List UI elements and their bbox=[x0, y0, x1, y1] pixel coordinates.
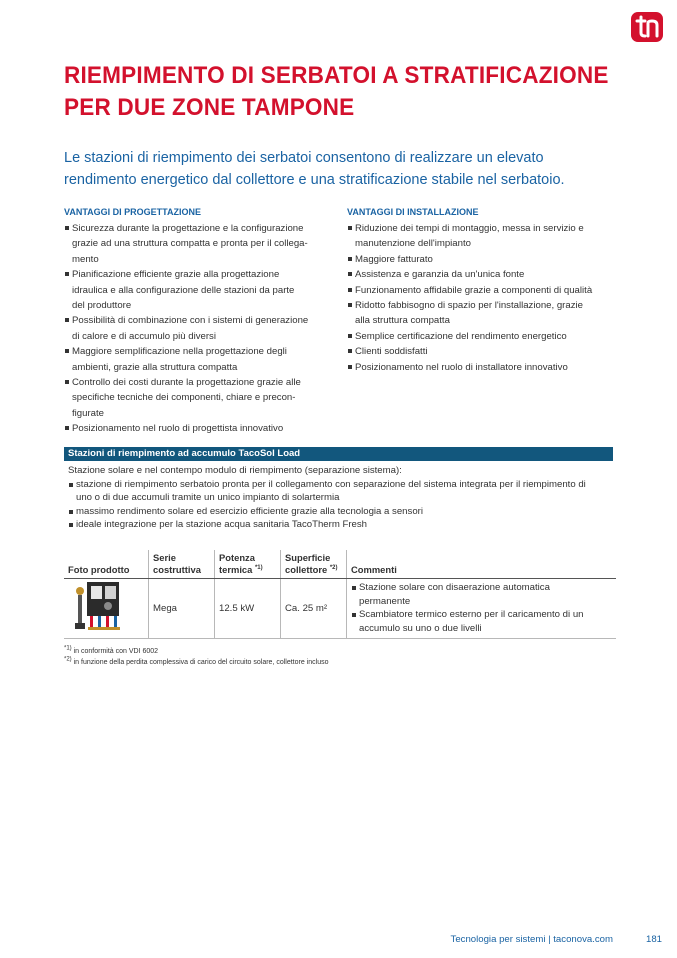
product-table bbox=[64, 550, 616, 639]
list-item bbox=[64, 221, 336, 267]
col-photo: Foto prodotto bbox=[64, 550, 149, 579]
product-photo bbox=[64, 579, 149, 639]
list-item-line: accumulo su uno o due livelli bbox=[359, 622, 482, 634]
intro-line: rendimento energetico dal collettore e una stratificazione stabile nel serbatoio. bbox=[64, 172, 565, 188]
list-item bbox=[347, 344, 619, 359]
product-section-bar: Stazioni di riempimento ad accumulo TacoSol Load bbox=[64, 447, 613, 461]
list-item bbox=[351, 581, 612, 608]
list-item-line: Riduzione dei tempi di montaggio, messa in servizio e bbox=[355, 223, 584, 234]
installation-advantages-heading: VANTAGGI DI INSTALLAZIONE bbox=[347, 207, 479, 217]
list-item-line: permanente bbox=[359, 595, 411, 607]
list-item-line: mento bbox=[72, 253, 99, 265]
list-item bbox=[347, 329, 619, 344]
list-item-line: manutenzione dell'impianto bbox=[355, 238, 471, 250]
list-item-line: Stazione solare con disaerazione automatica bbox=[359, 582, 550, 594]
list-item bbox=[68, 505, 616, 519]
table-row bbox=[64, 579, 616, 639]
list-item-line: ideale integrazione per la stazione acqua sanitaria TacoTherm Fresh bbox=[76, 519, 367, 531]
list-item-line: Funzionamento affidabile grazie a componenti di qualità bbox=[355, 284, 593, 296]
list-item-line: del produttore bbox=[72, 300, 132, 312]
design-advantages-list bbox=[64, 221, 336, 437]
area-cell: Ca. 25 m² bbox=[281, 579, 347, 639]
list-item-line: di calore e di accumulo più diversi bbox=[72, 330, 216, 342]
footer-text: Tecnologia per sistemi | taconova.com bbox=[450, 934, 613, 945]
col-power: Potenza termica $^{*1)}$ bbox=[215, 550, 281, 579]
list-item bbox=[347, 283, 619, 298]
list-item bbox=[68, 518, 616, 532]
list-item bbox=[347, 298, 619, 329]
list-item-line: Semplice certificazione del rendimento energetico bbox=[355, 330, 567, 342]
list-item bbox=[64, 267, 336, 313]
list-item bbox=[351, 608, 612, 635]
taconova-logo bbox=[631, 12, 663, 42]
page-number: 181 bbox=[646, 934, 663, 945]
list-item-line: massimo rendimento solare ed esercizio efficiente grazie alla tecnologia a sensori bbox=[76, 505, 423, 517]
list-item bbox=[64, 344, 336, 375]
col-series: Serie costruttiva bbox=[149, 550, 215, 579]
list-item-line: Maggiore fatturato bbox=[355, 253, 433, 265]
list-item-line: Maggiore semplificazione nella progettazione degli bbox=[72, 346, 287, 358]
list-item bbox=[347, 360, 619, 375]
design-advantages-heading: VANTAGGI DI PROGETTAZIONE bbox=[64, 207, 201, 217]
list-item-line: Assistenza e garanzia da un'unica fonte bbox=[355, 269, 525, 281]
list-item-line: Posizionamento nel ruolo di installatore innovativo bbox=[355, 361, 568, 373]
title-line: PER DUE ZONE TAMPONE bbox=[64, 94, 355, 121]
list-item-line: Clienti soddisfatti bbox=[355, 346, 428, 358]
footnote: $^{*2)}$ in funzione della perdita complessiva di carico del circuito solare, collettore incluso bbox=[64, 656, 329, 666]
taconova-logo-mark bbox=[631, 12, 663, 42]
footnote: $^{*1)}$ in conformità con VDI 6002 bbox=[64, 645, 159, 655]
product-description bbox=[68, 464, 616, 532]
list-item-line: Controllo dei costi durante la progettazione grazie alle bbox=[72, 377, 301, 389]
title-line: RIEMPIMENTO DI SERBATOI A STRATIFICAZIONE bbox=[64, 62, 609, 89]
list-item-line: Scambiatore termico esterno per il caricamento di un bbox=[359, 609, 584, 621]
list-item-line: stazione di riempimento serbatoio pronta per il collegamento con separazione del sistema integrata per il riempimento di bbox=[76, 478, 586, 490]
list-item-line: alla struttura compatta bbox=[355, 315, 450, 327]
series-cell: Mega bbox=[149, 579, 215, 639]
col-area: Superficie collettore $^{*2)}$ bbox=[281, 550, 347, 579]
power-cell: 12.5 kW bbox=[215, 579, 281, 639]
table-header-row bbox=[64, 550, 616, 579]
list-item-line: ambienti, grazie alla struttura compatta bbox=[72, 361, 238, 373]
list-item-line: grazie ad una struttura compatta e pronta per il collega- bbox=[72, 238, 308, 250]
list-item-line: Pianificazione efficiente grazie alla progettazione bbox=[72, 269, 280, 281]
installation-advantages bbox=[347, 206, 619, 375]
list-item bbox=[64, 375, 336, 421]
list-item bbox=[64, 421, 336, 436]
design-advantages bbox=[64, 206, 336, 437]
list-item-line: Ridotto fabbisogno di spazio per l'installazione, grazie bbox=[355, 300, 583, 312]
comments-cell bbox=[347, 579, 617, 639]
list-item bbox=[347, 267, 619, 282]
list-item-line: idraulica e alla configurazione delle stazioni da parte bbox=[72, 284, 295, 296]
solar-station-image bbox=[68, 579, 128, 633]
page-title bbox=[64, 60, 609, 124]
col-comments: Commenti bbox=[347, 550, 617, 579]
intro-text bbox=[64, 147, 624, 191]
list-item-line: specifiche tecniche dei componenti, chiare e precon- bbox=[72, 392, 296, 404]
list-item bbox=[347, 221, 619, 252]
installation-advantages-list bbox=[347, 221, 619, 375]
list-item bbox=[68, 478, 616, 505]
list-item bbox=[64, 313, 336, 344]
description-list bbox=[68, 478, 616, 532]
list-item-line: Sicurezza durante la progettazione e la configurazione bbox=[72, 223, 304, 234]
list-item-line: figurate bbox=[72, 407, 104, 419]
footnotes bbox=[64, 646, 328, 668]
description-lead: Stazione solare e nel contempo modulo di riempimento (separazione sistema): bbox=[68, 465, 402, 476]
intro-line: Le stazioni di riempimento dei serbatoi consentono di realizzare un elevato bbox=[64, 150, 544, 166]
list-item-line: uno o di due accumuli tramite un unico impianto di solartermia bbox=[76, 492, 340, 504]
list-item-line: Possibilità di combinazione con i sistemi di generazione bbox=[72, 315, 309, 327]
list-item bbox=[347, 252, 619, 267]
list-item-line: Posizionamento nel ruolo di progettista innovativo bbox=[72, 423, 284, 435]
